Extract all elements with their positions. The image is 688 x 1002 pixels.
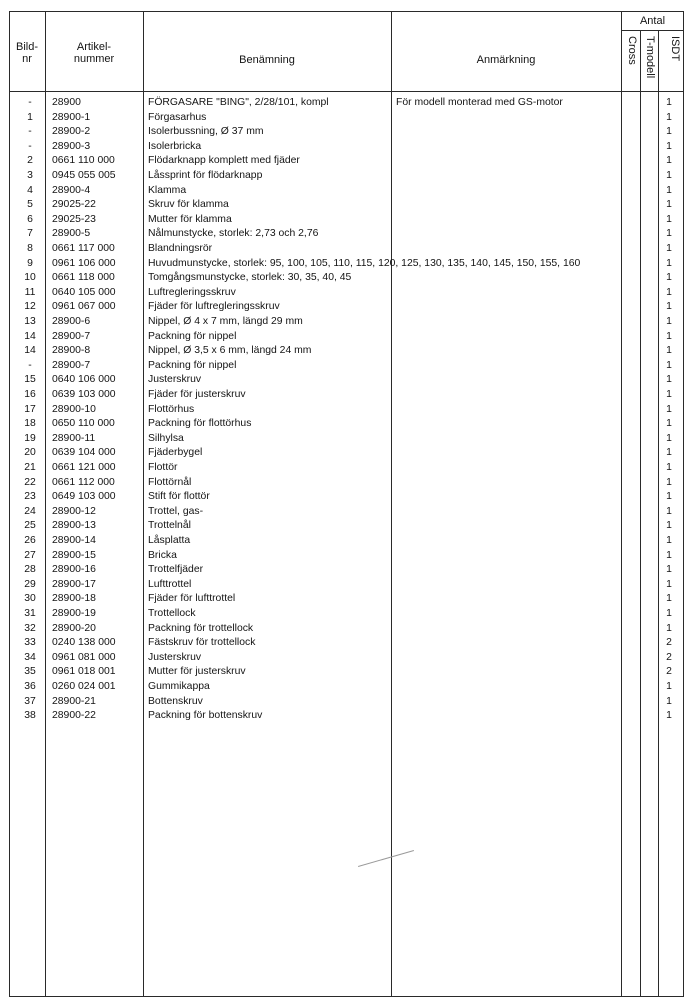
row-bild-nr: 27 bbox=[24, 549, 36, 561]
header-artikel-line1: Artikel- bbox=[76, 41, 112, 53]
row-benamning: Flottörhus bbox=[148, 403, 195, 415]
table-row bbox=[0, 257, 688, 272]
row-bild-nr: 13 bbox=[24, 316, 36, 327]
row-artikel-nummer: 28900 bbox=[52, 97, 81, 108]
row-bild-nr: - bbox=[28, 359, 32, 371]
row-bild-nr: 34 bbox=[24, 651, 36, 663]
row-isdt-qty: 1 bbox=[666, 316, 672, 327]
row-artikel-nummer: 0661 117 000 bbox=[52, 243, 115, 254]
row-artikel-nummer: 28900-22 bbox=[52, 710, 96, 722]
table-row bbox=[0, 344, 688, 359]
table-row bbox=[0, 111, 688, 126]
row-artikel-nummer: 29025-22 bbox=[52, 199, 96, 211]
row-isdt-qty: 1 bbox=[666, 374, 672, 386]
table-row bbox=[0, 592, 688, 607]
row-artikel-nummer: 0640 105 000 bbox=[52, 286, 116, 298]
row-artikel-nummer: 28900-7 bbox=[52, 330, 91, 342]
row-bild-nr: - bbox=[28, 140, 32, 152]
row-artikel-nummer: 28900-10 bbox=[52, 403, 96, 415]
row-benamning: Fjäder för justerskruv bbox=[148, 389, 246, 400]
row-artikel-nummer: 0650 110 000 bbox=[52, 418, 115, 430]
row-artikel-nummer: 0961 067 000 bbox=[52, 301, 116, 313]
row-isdt-qty: 1 bbox=[666, 622, 672, 634]
row-isdt-qty: 1 bbox=[666, 403, 672, 415]
row-bild-nr: 14 bbox=[24, 330, 36, 342]
row-artikel-nummer: 0961 081 000 bbox=[52, 651, 116, 663]
row-artikel-nummer: 28900-20 bbox=[52, 622, 96, 634]
table-row bbox=[0, 563, 688, 578]
row-artikel-nummer: 28900-5 bbox=[52, 228, 91, 240]
row-bild-nr: 7 bbox=[27, 228, 33, 240]
row-isdt-qty: 1 bbox=[666, 286, 672, 298]
table-row bbox=[0, 534, 688, 549]
row-artikel-nummer: 28900-19 bbox=[52, 608, 96, 619]
row-benamning: Lufttrottel bbox=[148, 578, 192, 590]
row-artikel-nummer: 28900-1 bbox=[52, 111, 91, 123]
row-benamning: Fjäder för luftregleringsskruv bbox=[148, 301, 280, 313]
row-isdt-qty: 1 bbox=[666, 257, 672, 269]
table-row bbox=[0, 330, 688, 345]
row-isdt-qty: 1 bbox=[666, 126, 672, 138]
table-row bbox=[0, 709, 688, 724]
table-row bbox=[0, 578, 688, 593]
table-row bbox=[0, 505, 688, 520]
row-bild-nr: 23 bbox=[24, 491, 36, 503]
row-bild-nr: 29 bbox=[24, 578, 36, 590]
row-benamning: Justerskruv bbox=[148, 374, 202, 386]
table-row bbox=[0, 446, 688, 461]
row-bild-nr: 35 bbox=[24, 666, 36, 678]
row-benamning: Bricka bbox=[148, 549, 177, 561]
table-row bbox=[0, 607, 688, 622]
row-anmarkning: För modell monterad med GS-motor bbox=[396, 97, 563, 108]
table-row bbox=[0, 373, 688, 388]
row-benamning: Nippel, Ø 3,5 x 6 mm, längd 24 mm bbox=[148, 345, 312, 357]
row-isdt-qty: 1 bbox=[666, 578, 672, 590]
row-isdt-qty: 1 bbox=[666, 213, 672, 225]
header-benamning: Benämning bbox=[239, 54, 295, 66]
row-artikel-nummer: 0640 106 000 bbox=[52, 374, 116, 386]
row-bild-nr: 18 bbox=[24, 418, 36, 430]
row-benamning: Huvudmunstycke, storlek: 95, 100, 105, 110, 115, 120, 125, 130, 135, 140, 145, 150, 155, 160 bbox=[148, 257, 581, 269]
row-bild-nr: 28 bbox=[24, 564, 36, 576]
row-benamning: Nålmunstycke, storlek: 2,73 och 2,76 bbox=[148, 228, 319, 240]
row-bild-nr: 17 bbox=[24, 403, 36, 415]
row-benamning: FÖRGASARE "BING", 2/28/101, kompl bbox=[148, 97, 329, 108]
row-isdt-qty: 1 bbox=[666, 447, 672, 459]
row-isdt-qty: 2 bbox=[666, 666, 672, 678]
row-artikel-nummer: 28900-15 bbox=[52, 549, 96, 561]
row-benamning: Gummikappa bbox=[148, 681, 210, 692]
row-artikel-nummer: 28900-6 bbox=[52, 316, 91, 327]
row-isdt-qty: 1 bbox=[666, 330, 672, 342]
row-bild-nr: 10 bbox=[24, 272, 36, 284]
table-row bbox=[0, 695, 688, 710]
table-row bbox=[0, 665, 688, 680]
table-row bbox=[0, 140, 688, 155]
row-bild-nr: 8 bbox=[27, 243, 33, 254]
row-isdt-qty: 1 bbox=[666, 228, 672, 240]
row-artikel-nummer: 28900-3 bbox=[52, 140, 91, 152]
row-isdt-qty: 1 bbox=[666, 359, 672, 371]
row-isdt-qty: 1 bbox=[666, 462, 672, 473]
table-row bbox=[0, 432, 688, 447]
row-isdt-qty: 1 bbox=[666, 199, 672, 211]
row-artikel-nummer: 28900-7 bbox=[52, 359, 91, 371]
table-row bbox=[0, 403, 688, 418]
header-artikel-nummer bbox=[45, 41, 143, 65]
row-artikel-nummer: 28900-4 bbox=[52, 184, 91, 196]
row-isdt-qty: 1 bbox=[666, 432, 672, 444]
row-bild-nr: 3 bbox=[27, 170, 33, 181]
row-isdt-qty: 1 bbox=[666, 140, 672, 152]
table-row bbox=[0, 300, 688, 315]
row-isdt-qty: 1 bbox=[666, 111, 672, 123]
row-bild-nr: 11 bbox=[24, 286, 36, 298]
row-bild-nr: 21 bbox=[24, 462, 36, 473]
row-bild-nr: 25 bbox=[24, 520, 36, 532]
header-bild-nr bbox=[9, 41, 45, 65]
row-bild-nr: 19 bbox=[24, 432, 36, 444]
table-row bbox=[0, 417, 688, 432]
row-isdt-qty: 1 bbox=[666, 155, 672, 167]
table-row bbox=[0, 388, 688, 403]
antal-divider bbox=[621, 30, 684, 31]
row-isdt-qty: 1 bbox=[666, 389, 672, 400]
table-row bbox=[0, 242, 688, 257]
row-benamning: Packning för nippel bbox=[148, 330, 237, 342]
row-benamning: Låssprint för flödarknapp bbox=[148, 170, 263, 181]
row-isdt-qty: 2 bbox=[666, 637, 672, 649]
row-bild-nr: 15 bbox=[24, 374, 36, 386]
table-row bbox=[0, 198, 688, 213]
row-benamning: Fästskruv för trottellock bbox=[148, 637, 256, 649]
row-benamning: Packning för flottörhus bbox=[148, 418, 252, 430]
row-isdt-qty: 1 bbox=[666, 593, 672, 605]
row-isdt-qty: 1 bbox=[666, 345, 672, 357]
row-artikel-nummer: 0961 106 000 bbox=[52, 257, 116, 269]
row-isdt-qty: 1 bbox=[666, 710, 672, 722]
row-benamning: Trottelnål bbox=[148, 520, 191, 532]
row-benamning: Trottel, gas- bbox=[148, 505, 204, 517]
table-row bbox=[0, 476, 688, 491]
row-benamning: Skruv för klamma bbox=[148, 199, 229, 211]
table-row bbox=[0, 96, 688, 111]
row-benamning: Packning för nippel bbox=[148, 359, 237, 371]
header-isdt: ISDT bbox=[669, 36, 681, 62]
row-benamning: Trottellock bbox=[148, 608, 196, 619]
row-benamning: Bottenskruv bbox=[148, 695, 203, 707]
row-benamning: Blandningsrör bbox=[148, 243, 213, 254]
row-benamning: Justerskruv bbox=[148, 651, 202, 663]
row-benamning: Mutter för klamma bbox=[148, 213, 232, 225]
row-artikel-nummer: 0945 055 005 bbox=[52, 170, 116, 181]
row-benamning: Luftregleringsskruv bbox=[148, 286, 236, 298]
row-benamning: Flottör bbox=[148, 462, 178, 473]
header-anmarkning: Anmärkning bbox=[476, 54, 536, 66]
row-isdt-qty: 1 bbox=[666, 520, 672, 532]
table-row bbox=[0, 125, 688, 140]
row-artikel-nummer: 28900-12 bbox=[52, 505, 96, 517]
table-row bbox=[0, 651, 688, 666]
row-artikel-nummer: 0661 112 000 bbox=[52, 476, 115, 488]
table-row bbox=[0, 490, 688, 505]
row-benamning: Låsplatta bbox=[148, 535, 191, 546]
row-benamning: Tomgångsmunstycke, storlek: 30, 35, 40, 45 bbox=[148, 272, 352, 284]
row-bild-nr: 6 bbox=[27, 213, 33, 225]
row-artikel-nummer: 0639 104 000 bbox=[52, 447, 116, 459]
header-antal: Antal bbox=[639, 15, 666, 27]
row-isdt-qty: 1 bbox=[666, 681, 672, 692]
header-bild-line1: Bild- bbox=[15, 41, 38, 53]
row-bild-nr: 20 bbox=[24, 447, 36, 459]
table-row bbox=[0, 227, 688, 242]
table-row bbox=[0, 461, 688, 476]
row-artikel-nummer: 0661 118 000 bbox=[52, 272, 115, 284]
row-bild-nr: 33 bbox=[24, 637, 36, 649]
row-artikel-nummer: 28900-11 bbox=[52, 432, 96, 444]
row-isdt-qty: 1 bbox=[666, 97, 672, 108]
table-row bbox=[0, 315, 688, 330]
table-row bbox=[0, 519, 688, 534]
row-isdt-qty: 1 bbox=[666, 184, 672, 196]
row-artikel-nummer: 28900-13 bbox=[52, 520, 96, 532]
row-artikel-nummer: 28900-16 bbox=[52, 564, 96, 576]
table-row bbox=[0, 271, 688, 286]
table-row bbox=[0, 680, 688, 695]
row-benamning: Trottelfjäder bbox=[148, 564, 204, 576]
row-bild-nr: 37 bbox=[24, 695, 36, 707]
row-benamning: Packning för bottenskruv bbox=[148, 710, 263, 722]
row-artikel-nummer: 0639 103 000 bbox=[52, 389, 116, 400]
row-benamning: Silhylsa bbox=[148, 432, 184, 444]
row-bild-nr: 16 bbox=[24, 389, 36, 400]
row-artikel-nummer: 28900-17 bbox=[52, 578, 96, 590]
row-bild-nr: - bbox=[28, 97, 32, 108]
row-artikel-nummer: 28900-18 bbox=[52, 593, 96, 605]
row-benamning: Isolerbussning, Ø 37 mm bbox=[148, 126, 264, 138]
row-benamning: Mutter för justerskruv bbox=[148, 666, 246, 678]
row-bild-nr: 32 bbox=[24, 622, 36, 634]
row-bild-nr: 9 bbox=[27, 257, 33, 269]
row-isdt-qty: 1 bbox=[666, 418, 672, 430]
row-benamning: Fjäderbygel bbox=[148, 447, 203, 459]
row-bild-nr: - bbox=[28, 126, 32, 138]
table-row bbox=[0, 622, 688, 637]
row-benamning: Fjäder för lufttrottel bbox=[148, 593, 236, 605]
row-benamning: Nippel, Ø 4 x 7 mm, längd 29 mm bbox=[148, 316, 303, 327]
row-benamning: Packning för trottellock bbox=[148, 622, 254, 634]
row-benamning: Förgasarhus bbox=[148, 111, 207, 123]
row-bild-nr: 12 bbox=[24, 301, 36, 313]
table-row bbox=[0, 359, 688, 374]
row-isdt-qty: 1 bbox=[666, 491, 672, 503]
row-isdt-qty: 1 bbox=[666, 272, 672, 284]
row-isdt-qty: 1 bbox=[666, 549, 672, 561]
row-benamning: Flödarknapp komplett med fjäder bbox=[148, 155, 300, 167]
row-bild-nr: 30 bbox=[24, 593, 36, 605]
table-row bbox=[0, 549, 688, 564]
row-artikel-nummer: 28900-2 bbox=[52, 126, 91, 138]
row-bild-nr: 14 bbox=[24, 345, 36, 357]
row-isdt-qty: 1 bbox=[666, 535, 672, 546]
row-benamning: Flottörnål bbox=[148, 476, 192, 488]
row-benamning: Stift för flottör bbox=[148, 491, 210, 503]
row-isdt-qty: 1 bbox=[666, 301, 672, 313]
header-artikel-line2: nummer bbox=[73, 53, 115, 65]
row-bild-nr: 31 bbox=[24, 608, 36, 619]
row-isdt-qty: 1 bbox=[666, 243, 672, 254]
row-isdt-qty: 1 bbox=[666, 608, 672, 619]
row-artikel-nummer: 0240 138 000 bbox=[52, 637, 116, 649]
row-artikel-nummer: 0661 121 000 bbox=[52, 462, 116, 473]
row-bild-nr: 22 bbox=[24, 476, 36, 488]
row-bild-nr: 2 bbox=[27, 155, 33, 167]
row-benamning: Klamma bbox=[148, 184, 187, 196]
table-row bbox=[0, 184, 688, 199]
row-bild-nr: 36 bbox=[24, 681, 36, 692]
table-row bbox=[0, 154, 688, 169]
row-bild-nr: 26 bbox=[24, 535, 36, 546]
row-bild-nr: 4 bbox=[27, 184, 33, 196]
row-isdt-qty: 1 bbox=[666, 170, 672, 181]
row-artikel-nummer: 29025-23 bbox=[52, 213, 96, 225]
header-bild-line2: nr bbox=[22, 53, 32, 65]
table-row bbox=[0, 286, 688, 301]
row-artikel-nummer: 28900-21 bbox=[52, 695, 96, 707]
row-bild-nr: 1 bbox=[27, 111, 33, 123]
table-row bbox=[0, 169, 688, 184]
table-row bbox=[0, 636, 688, 651]
table-row bbox=[0, 213, 688, 228]
row-artikel-nummer: 28900-14 bbox=[52, 535, 96, 546]
row-bild-nr: 38 bbox=[24, 710, 36, 722]
header-divider bbox=[9, 91, 684, 92]
row-isdt-qty: 1 bbox=[666, 505, 672, 517]
row-isdt-qty: 1 bbox=[666, 695, 672, 707]
header-cross: Cross bbox=[626, 36, 638, 65]
row-bild-nr: 24 bbox=[24, 505, 36, 517]
row-bild-nr: 5 bbox=[27, 199, 33, 211]
row-isdt-qty: 1 bbox=[666, 564, 672, 576]
row-isdt-qty: 1 bbox=[666, 476, 672, 488]
header-t-modell: T-modell bbox=[644, 36, 656, 79]
row-artikel-nummer: 0260 024 001 bbox=[52, 681, 116, 692]
row-artikel-nummer: 0661 110 000 bbox=[52, 155, 115, 167]
row-artikel-nummer: 0961 018 001 bbox=[52, 666, 116, 678]
row-artikel-nummer: 0649 103 000 bbox=[52, 491, 116, 503]
row-benamning: Isolerbricka bbox=[148, 140, 202, 152]
row-isdt-qty: 2 bbox=[666, 651, 672, 663]
row-artikel-nummer: 28900-8 bbox=[52, 345, 91, 357]
